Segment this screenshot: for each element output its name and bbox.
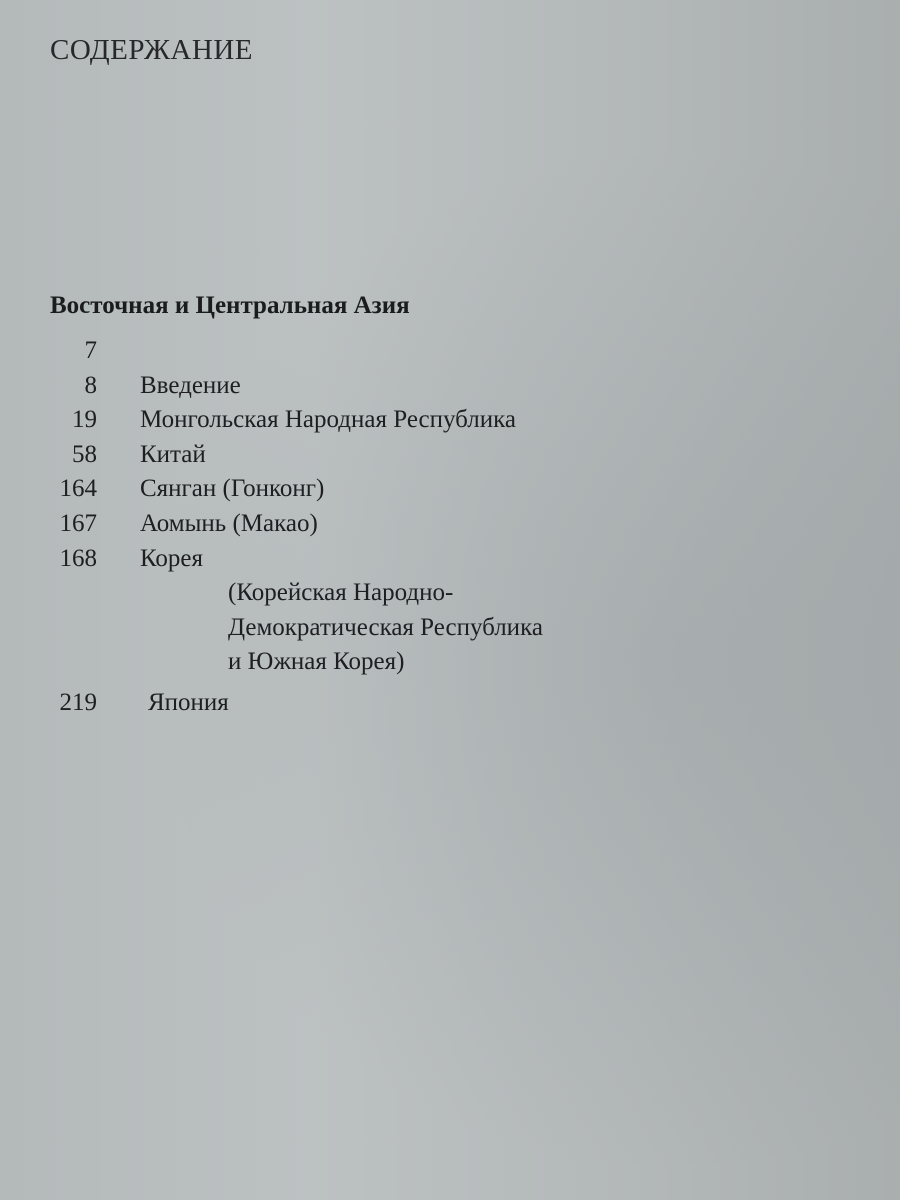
toc-page-number: 168 xyxy=(59,544,97,572)
toc-entry xyxy=(0,334,900,369)
toc-entry xyxy=(0,472,900,507)
toc-entry-title: Введение xyxy=(140,371,241,399)
korea-subtitle-line xyxy=(0,576,900,611)
toc-entry xyxy=(0,438,900,473)
toc-page-number: 219 xyxy=(59,688,97,716)
toc-page-number: 58 xyxy=(72,440,97,468)
toc-page-number: 164 xyxy=(59,475,97,503)
toc-entry xyxy=(0,369,900,404)
toc-page-number: 19 xyxy=(72,406,97,434)
table-of-contents xyxy=(0,334,900,721)
toc-page-number: 7 xyxy=(84,337,97,364)
korea-subtitle-text: (Корейская Народно- xyxy=(228,579,454,607)
toc-entry-title: Монгольская Народная Республика xyxy=(140,406,517,434)
toc-entry xyxy=(0,542,900,577)
toc-entry-title: Корея xyxy=(140,544,204,572)
toc-entry-title: Аомынь (Макао) xyxy=(140,509,318,537)
toc-entry xyxy=(0,403,900,438)
korea-subtitle-line xyxy=(0,611,900,646)
toc-entry xyxy=(0,686,900,721)
toc-entry-title: Китай xyxy=(140,440,206,468)
korea-subtitle-text: и Южная Корея) xyxy=(228,648,405,676)
toc-page-number: 8 xyxy=(84,371,97,399)
section-title: Восточная и Центральная Азия xyxy=(50,292,410,319)
toc-page-number: 167 xyxy=(59,509,97,537)
toc-entry-title: Япония xyxy=(148,688,229,716)
korea-subtitle-line xyxy=(0,645,900,680)
toc-entry xyxy=(0,507,900,542)
korea-subtitle-text: Демократическая Республика xyxy=(228,613,543,641)
page-heading: СОДЕРЖАНИЕ xyxy=(50,34,253,66)
toc-entry-title: Сянган (Гонконг) xyxy=(140,475,325,503)
